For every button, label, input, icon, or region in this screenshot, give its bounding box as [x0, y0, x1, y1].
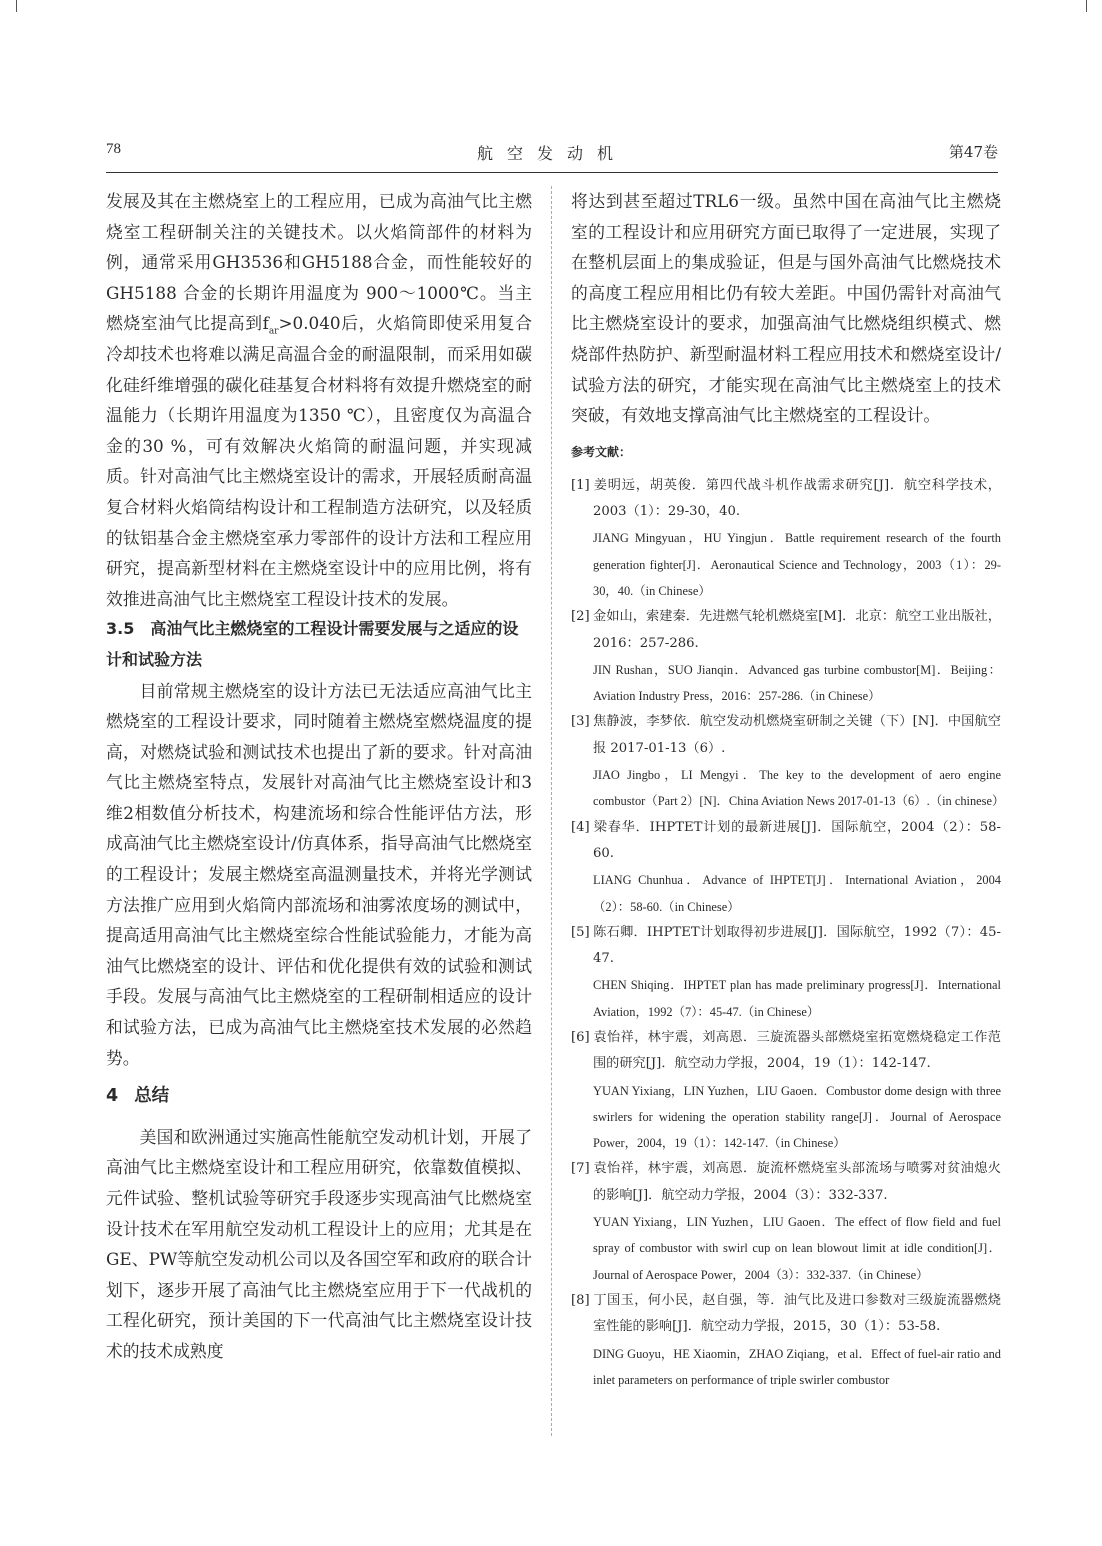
column-divider	[551, 186, 552, 1436]
left-column	[106, 186, 532, 1367]
reference-number: [4]	[571, 819, 590, 835]
reference-number: [7]	[571, 1161, 590, 1177]
reference-english: DING Guoyu，HE Xiaomin，ZHAO Ziqiang，et al．Effect of fuel-air ratio and inlet parameters on performance of triple swirler combustor	[593, 1346, 1001, 1387]
left-paragraph-1-tail: >0.040后，火焰筒即使采用复合冷却技术也将难以满足高温合金的耐温限制，而采用如碳化硅纤维增强的碳化硅基复合材料将有效提升燃烧室的耐温能力（长期许用温度为1350 ℃），且密度仅为高温合金的30 %，可有效解决火焰筒的耐温问题，并实现减质。针对高油气比主燃烧室设计的需求，开展轻质耐高温复合材料火焰筒结构设计和工程制造方法研究，以及轻质的钛铝基合金主燃烧室承力零部件的设计方法和工程应用研究，提高新型材料在主燃烧室设计中的应用比例，将有效推进高油气比主燃烧室工程设计技术的发展。	[106, 313, 532, 609]
subscript-ar: ar	[268, 326, 279, 337]
reference-chinese: 姜明远，胡英俊．第四代战斗机作战需求研究[J]．航空科学技术，2003（1）：29-30，40.	[593, 477, 1001, 520]
reference-item	[571, 1288, 1001, 1393]
reference-number: [1]	[571, 477, 590, 493]
reference-chinese: 陈石卿．IHPTET计划取得初步进展[J]．国际航空，1992（7）：45-47.	[593, 924, 1001, 967]
reference-chinese: 梁春华．IHPTET计划的最新进展[J]．国际航空，2004（2）：58-60.	[593, 819, 1001, 861]
reference-chinese: 袁怡祥，林宇震，刘高恩．旋流杯燃烧室头部流场与喷雾对贫油熄火的影响[J]．航空动力学报，2004（3）：332-337.	[593, 1161, 1001, 1203]
left-paragraph-3: 美国和欧洲通过实施高性能航空发动机计划，开展了高油气比主燃烧室设计和工程应用研究，依靠数值模拟、元件试验、整机试验等研究手段逐步实现高油气比燃烧室设计技术在军用航空发动机工程设计上的应用；尤其是在GE、PW等航空发动机公司以及各国空军和政府的联合计划下，逐步开展了高油气比主燃烧室应用于下一代战机的工程化研究，预计美国的下一代高油气比主燃烧室设计技术的技术成熟度	[106, 1126, 532, 1361]
journal-title: 航空发动机	[476, 144, 627, 163]
reference-number: [5]	[571, 924, 590, 940]
section-title: 总结	[134, 1086, 170, 1107]
reference-list	[571, 473, 1005, 1393]
reference-english: JIN Rushan，SUO Jianqin．Advanced gas turbine combustor[M]．Beijing：Aviation Industry Press，2016：257-286.（in Chinese）	[593, 662, 1001, 704]
reference-number: [8]	[571, 1292, 590, 1308]
right-paragraph-1: 将达到甚至超过TRL6一级。虽然中国在高油气比主燃烧室的工程设计和应用研究方面已取得了一定进展，实现了在整机层面上的集成验证，但是与国外高油气比燃烧技术的高度工程应用相比仍有较大差距。中国仍需针对高油气比主燃烧室设计的要求，加强高油气比燃烧组织模式、燃烧部件热防护、新型耐温材料工程应用技术和燃烧室设计/试验方法的研究，才能实现在高油气比主燃烧室上的技术突破，有效地支撑高油气比主燃烧室的工程设计。	[571, 191, 1001, 426]
reference-item	[571, 604, 1001, 709]
reference-english: LIANG Chunhua．Advance of IHPTET[J]．International Aviation，2004（2）：58-60.（in Chinese）	[593, 873, 1001, 914]
page-header	[106, 138, 998, 173]
section-heading-3-5	[106, 614, 532, 675]
reference-item	[571, 1025, 1001, 1156]
reference-english: CHEN Shiqing．IHPTET plan has made preliminary progress[J]．International Aviation，1992（7）：45-47.（in Chinese）	[593, 978, 1001, 1019]
reference-number: [6]	[571, 1029, 590, 1045]
reference-chinese: 金如山，索建秦．先进燃气轮机燃烧室[M]．北京：航空工业出版社，2016：257-286.	[593, 609, 1001, 651]
reference-number: [2]	[571, 609, 590, 625]
reference-english: YUAN Yixiang，LIN Yuzhen，LIU Gaoen．Combustor dome design with three swirlers for widening the operation stability range[J]．Journal of Aerospace Power，2004，19（1）：142-147.（in Chinese）	[593, 1083, 1001, 1151]
references-heading: 参考文献：	[571, 444, 632, 459]
section-number: 3.5	[106, 619, 135, 639]
reference-item	[571, 920, 1001, 1025]
section-number: 4	[106, 1086, 119, 1107]
section-title: 高油气比主燃烧室的工程设计需要发展与之适应的设计和试验方法	[106, 619, 519, 669]
reference-english: JIAO Jingbo，LI Mengyi．The key to the development of aero engine combustor（Part 2）[N]．China Aviation News 2017-01-13（6）.（in chinese）	[593, 768, 1005, 809]
reference-item	[571, 709, 1005, 814]
reference-chinese: 丁国玉，何小民，赵自强，等．油气比及进口参数对三级旋流器燃烧室性能的影响[J]．航空动力学报，2015，30（1）：53-58.	[593, 1292, 1001, 1335]
reference-number: [3]	[571, 714, 590, 730]
right-column	[571, 186, 1005, 1393]
section-heading-4	[106, 1081, 532, 1112]
crop-mark-right	[1086, 0, 1087, 12]
page-number: 78	[106, 141, 121, 157]
reference-chinese: 焦静波，李梦依．航空发动机燃烧室研制之关键（下）[N]．中国航空报 2017-01-13（6）.	[593, 714, 1001, 756]
reference-item	[571, 815, 1001, 920]
left-paragraph-1-text: 发展及其在主燃烧室上的工程应用，已成为高油气比主燃烧室工程研制关注的关键技术。以火焰筒部件的材料为例，通常采用GH3536和GH5188合金，而性能较好的 GH5188 合金的长期许用温度为 900～1000℃。当主燃烧室油气比提高到f	[106, 191, 532, 334]
volume-label: 第47卷	[948, 143, 998, 161]
left-paragraph-2: 目前常规主燃烧室的设计方法已无法适应高油气比主燃烧室的工程设计要求，同时随着主燃烧室燃烧温度的提高，对燃烧试验和测试技术也提出了新的要求。针对高油气比主燃烧室特点，发展针对高油气比主燃烧室设计和3维2相数值分析技术，构建流场和综合性能评估方法，形成高油气比主燃烧室设计/仿真体系，指导高油气比燃烧室的工程设计；发展主燃烧室高温测量技术，并将光学测试方法推广应用到火焰筒内部流场和油雾浓度场的测试中，提高适用高油气比主燃烧室综合性能试验能力，才能为高油气比燃烧室的设计、评估和优化提供有效的试验和测试手段。发展与高油气比主燃烧室的工程研制相适应的设计和试验方法，已成为高油气比主燃烧室技术发展的必然趋势。	[106, 680, 532, 1068]
reference-item	[571, 1156, 1001, 1287]
crop-mark-left	[16, 0, 17, 12]
reference-item	[571, 473, 1001, 604]
reference-english: YUAN Yixiang，LIN Yuzhen，LIU Gaoen．The effect of flow field and fuel spray of combustor with swirl cup on lean blowout limit at idle condition[J]．Journal of Aerospace Power，2004（3）：332-337.（in Chinese）	[593, 1215, 1001, 1282]
reference-chinese: 袁怡祥，林宇震，刘高恩．三旋流器头部燃烧室拓宽燃烧稳定工作范围的研究[J]．航空动力学报，2004，19（1）：142-147.	[593, 1029, 1001, 1072]
reference-english: JIANG Mingyuan，HU Yingjun．Battle requirement research of the fourth generation fighter[J]．Aeronautical Science and Technology，2003（1）：29-30，40.（in Chinese）	[593, 531, 1001, 598]
left-paragraph-1	[106, 186, 532, 614]
